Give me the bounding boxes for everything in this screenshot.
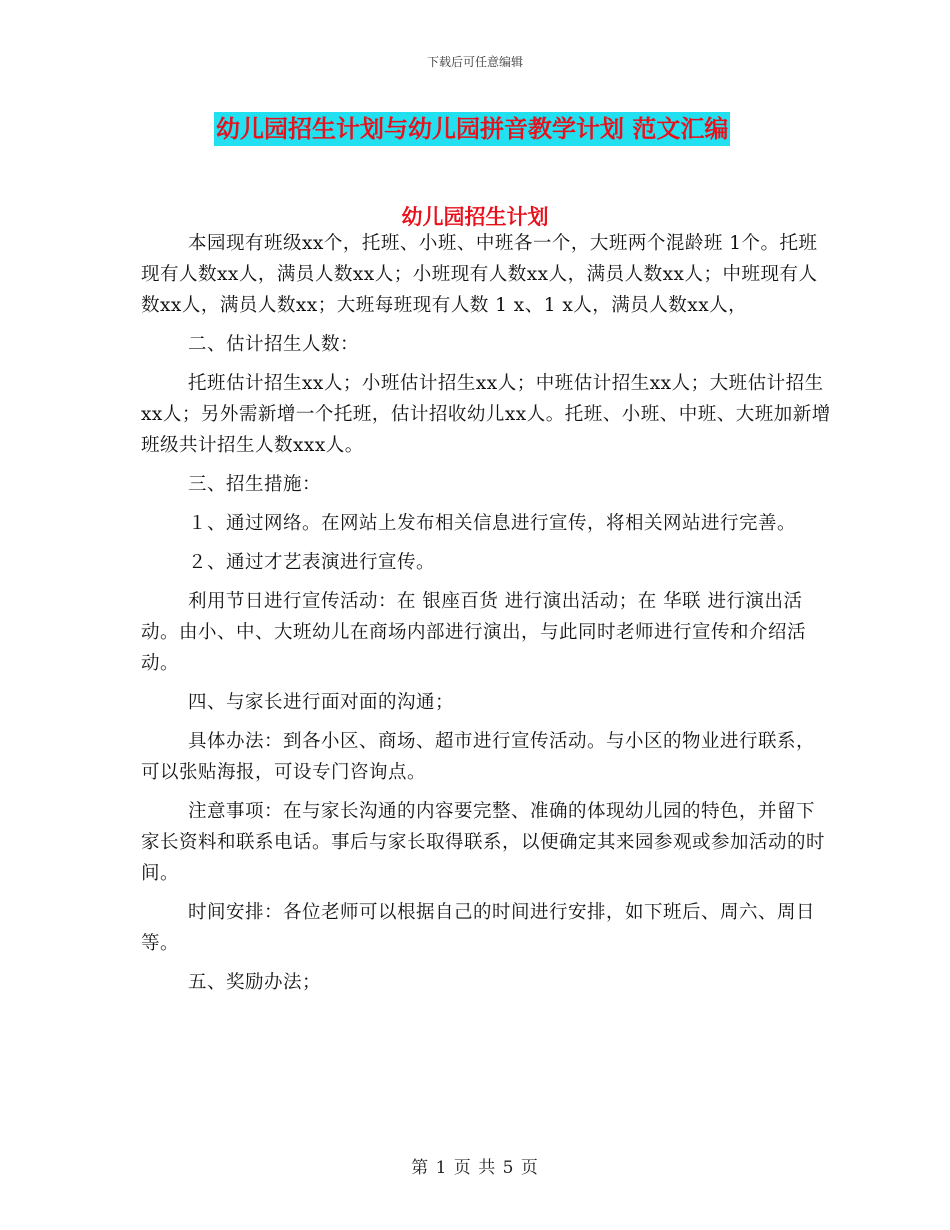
paragraph: 四、与家长进行面对面的沟通； [188, 692, 455, 713]
paragraph: 利用节日进行宣传活动：在 银座百货 进行演出活动；在 华联 进行演出活动。由小、中、大班幼儿在商场内部进行演出，与此同时老师进行宣传和介绍活动。 [141, 591, 807, 674]
page-number-footer: 第 1 页 共 5 页 [411, 1158, 539, 1178]
paragraph: 时间安排：各位老师可以根据自己的时间进行安排，如下班后、周六、周日等。 [141, 902, 816, 954]
document-title: 幼儿园招生计划与幼儿园拼音教学计划 范文汇编 [214, 112, 730, 146]
paragraph: 具体办法：到各小区、商场、超市进行宣传活动。与小区的物业进行联系，可以张贴海报，可设专门咨询点。 [141, 731, 816, 783]
paragraph: １、通过网络。在网站上发布相关信息进行宣传，将相关网站进行完善。 [188, 513, 797, 534]
header-note: 下载后可任意编辑 [426, 55, 523, 69]
paragraph: 三、招生措施： [188, 474, 322, 495]
body-text [141, 228, 831, 1006]
paragraph: ２、通过才艺表演进行宣传。 [188, 552, 436, 573]
paragraph: 本园现有班级xx个，托班、小班、中班各一个，大班两个混龄班 1个。托班现有人数xx人，满员人数xx人；小班现有人数xx人，满员人数xx人；中班现有人数xx人，满员人数xx；大班每班现有人数 1 x、1 x人，满员人数xx人， [141, 233, 818, 316]
paragraph: 二、估计招生人数： [188, 334, 360, 355]
section-title: 幼儿园招生计划 [401, 204, 549, 229]
paragraph: 托班估计招生xx人；小班估计招生xx人；中班估计招生xx人；大班估计招生xx人；另外需新增一个托班，估计招收幼儿xx人。托班、小班、中班、大班加新增班级共计招生人数xxx人。 [141, 373, 831, 456]
paragraph: 注意事项：在与家长沟通的内容要完整、准确的体现幼儿园的特色，并留下家长资料和联系电话。事后与家长取得联系，以便确定其来园参观或参加活动的时间。 [141, 801, 826, 884]
paragraph: 五、奖励办法； [188, 972, 322, 993]
